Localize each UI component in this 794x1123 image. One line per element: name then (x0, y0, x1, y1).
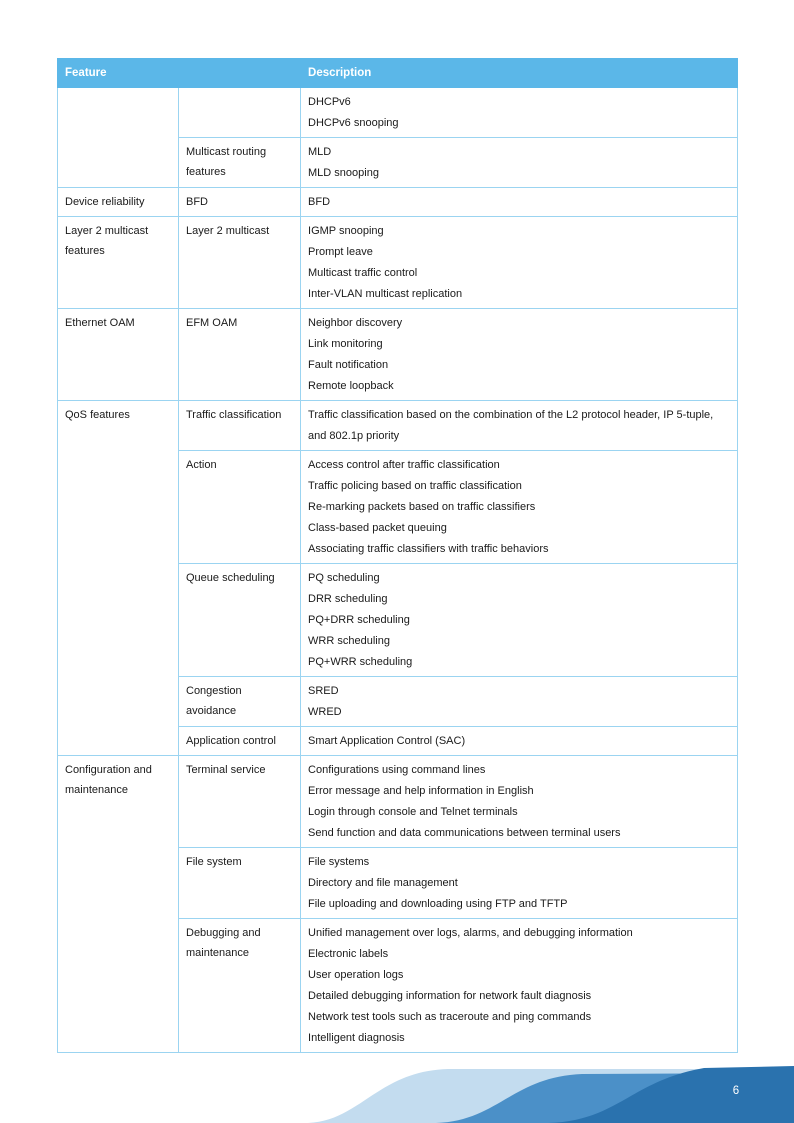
description-line: BFD (308, 196, 331, 208)
feature-cell (58, 88, 179, 188)
description-line: PQ scheduling (308, 572, 380, 584)
table-body (58, 88, 738, 1053)
table-row (58, 188, 738, 217)
description-line: MLD (308, 146, 332, 158)
description-line: Directory and file management (308, 877, 458, 889)
feature-cell: QoS features (58, 401, 179, 756)
description-line: Error message and help information in English (308, 785, 534, 797)
description-line: Inter-VLAN multicast replication (308, 288, 463, 300)
description-line: Prompt leave (308, 246, 373, 258)
description-cell (301, 756, 738, 848)
table-row (58, 217, 738, 309)
table-row (58, 309, 738, 401)
description-cell (301, 138, 738, 188)
description-line: Network test tools such as traceroute and ping commands (308, 1011, 592, 1023)
description-cell (301, 677, 738, 727)
feature-cell: Device reliability (58, 188, 179, 217)
description-line: DRR scheduling (308, 593, 388, 605)
description-line: IGMP snooping (308, 225, 384, 237)
description-line: MLD snooping (308, 167, 379, 179)
description-line: Fault notification (308, 359, 389, 371)
description-line: DHCPv6 (308, 96, 351, 108)
subfeature-cell: Multicast routing features (179, 138, 301, 188)
feature-cell: Layer 2 multicast features (58, 217, 179, 309)
table-header (58, 59, 738, 88)
description-line: Link monitoring (308, 338, 383, 350)
subfeature-cell: Traffic classification (179, 401, 301, 451)
description-cell (301, 451, 738, 564)
description-line: Associating traffic classifiers with traffic behaviors (308, 543, 549, 555)
description-line: Intelligent diagnosis (308, 1032, 405, 1044)
subfeature-cell: Congestion avoidance (179, 677, 301, 727)
feature-cell: Ethernet OAM (58, 309, 179, 401)
description-cell (301, 564, 738, 677)
description-cell (301, 217, 738, 309)
description-cell (301, 309, 738, 401)
description-cell (301, 188, 738, 217)
description-line: Traffic policing based on traffic classification (308, 480, 522, 492)
description-line: DHCPv6 snooping (308, 117, 399, 129)
description-line: Electronic labels (308, 948, 389, 960)
feature-cell: Configuration and maintenance (58, 756, 179, 1053)
subfeature-cell: Application control (179, 727, 301, 756)
description-line: Send function and data communications between terminal users (308, 827, 621, 839)
description-line: Traffic classification based on the combination of the L2 protocol header, IP 5-tuple, and 802.1p priority (308, 409, 714, 442)
description-cell (301, 919, 738, 1053)
description-line: Class-based packet queuing (308, 522, 447, 534)
description-line: Unified management over logs, alarms, and debugging information (308, 927, 633, 939)
subfeature-cell: Queue scheduling (179, 564, 301, 677)
description-line: Smart Application Control (SAC) (308, 735, 466, 747)
feature-table (57, 58, 738, 1053)
subfeature-cell: Layer 2 multicast (179, 217, 301, 309)
description-line: Access control after traffic classification (308, 459, 500, 471)
description-column-header: Description (301, 59, 738, 88)
subfeature-cell: EFM OAM (179, 309, 301, 401)
description-line: Detailed debugging information for network fault diagnosis (308, 990, 592, 1002)
description-cell (301, 88, 738, 138)
table-row (58, 756, 738, 848)
description-line: WRED (308, 706, 342, 718)
description-line: Multicast traffic control (308, 267, 418, 279)
feature-column-header: Feature (58, 59, 301, 88)
description-cell (301, 401, 738, 451)
description-line: Remote loopback (308, 380, 394, 392)
description-cell (301, 848, 738, 919)
footer-wave-graphic (0, 1045, 794, 1123)
description-line: Login through console and Telnet terminals (308, 806, 518, 818)
description-line: Configurations using command lines (308, 764, 486, 776)
description-line: Re-marking packets based on traffic classifiers (308, 501, 536, 513)
description-line: File uploading and downloading using FTP and TFTP (308, 898, 568, 910)
subfeature-cell: Debugging and maintenance (179, 919, 301, 1053)
table-row (58, 88, 738, 138)
table-row (58, 401, 738, 451)
subfeature-cell: File system (179, 848, 301, 919)
description-line: File systems (308, 856, 370, 868)
description-line: WRR scheduling (308, 635, 390, 647)
description-line: User operation logs (308, 969, 404, 981)
subfeature-cell: Terminal service (179, 756, 301, 848)
description-line: SRED (308, 685, 339, 697)
description-cell (301, 727, 738, 756)
description-line: PQ+DRR scheduling (308, 614, 410, 626)
subfeature-cell: Action (179, 451, 301, 564)
description-line: Neighbor discovery (308, 317, 403, 329)
subfeature-cell: BFD (179, 188, 301, 217)
page-number: 6 (732, 1085, 740, 1097)
description-line: PQ+WRR scheduling (308, 656, 413, 668)
subfeature-cell (179, 88, 301, 138)
